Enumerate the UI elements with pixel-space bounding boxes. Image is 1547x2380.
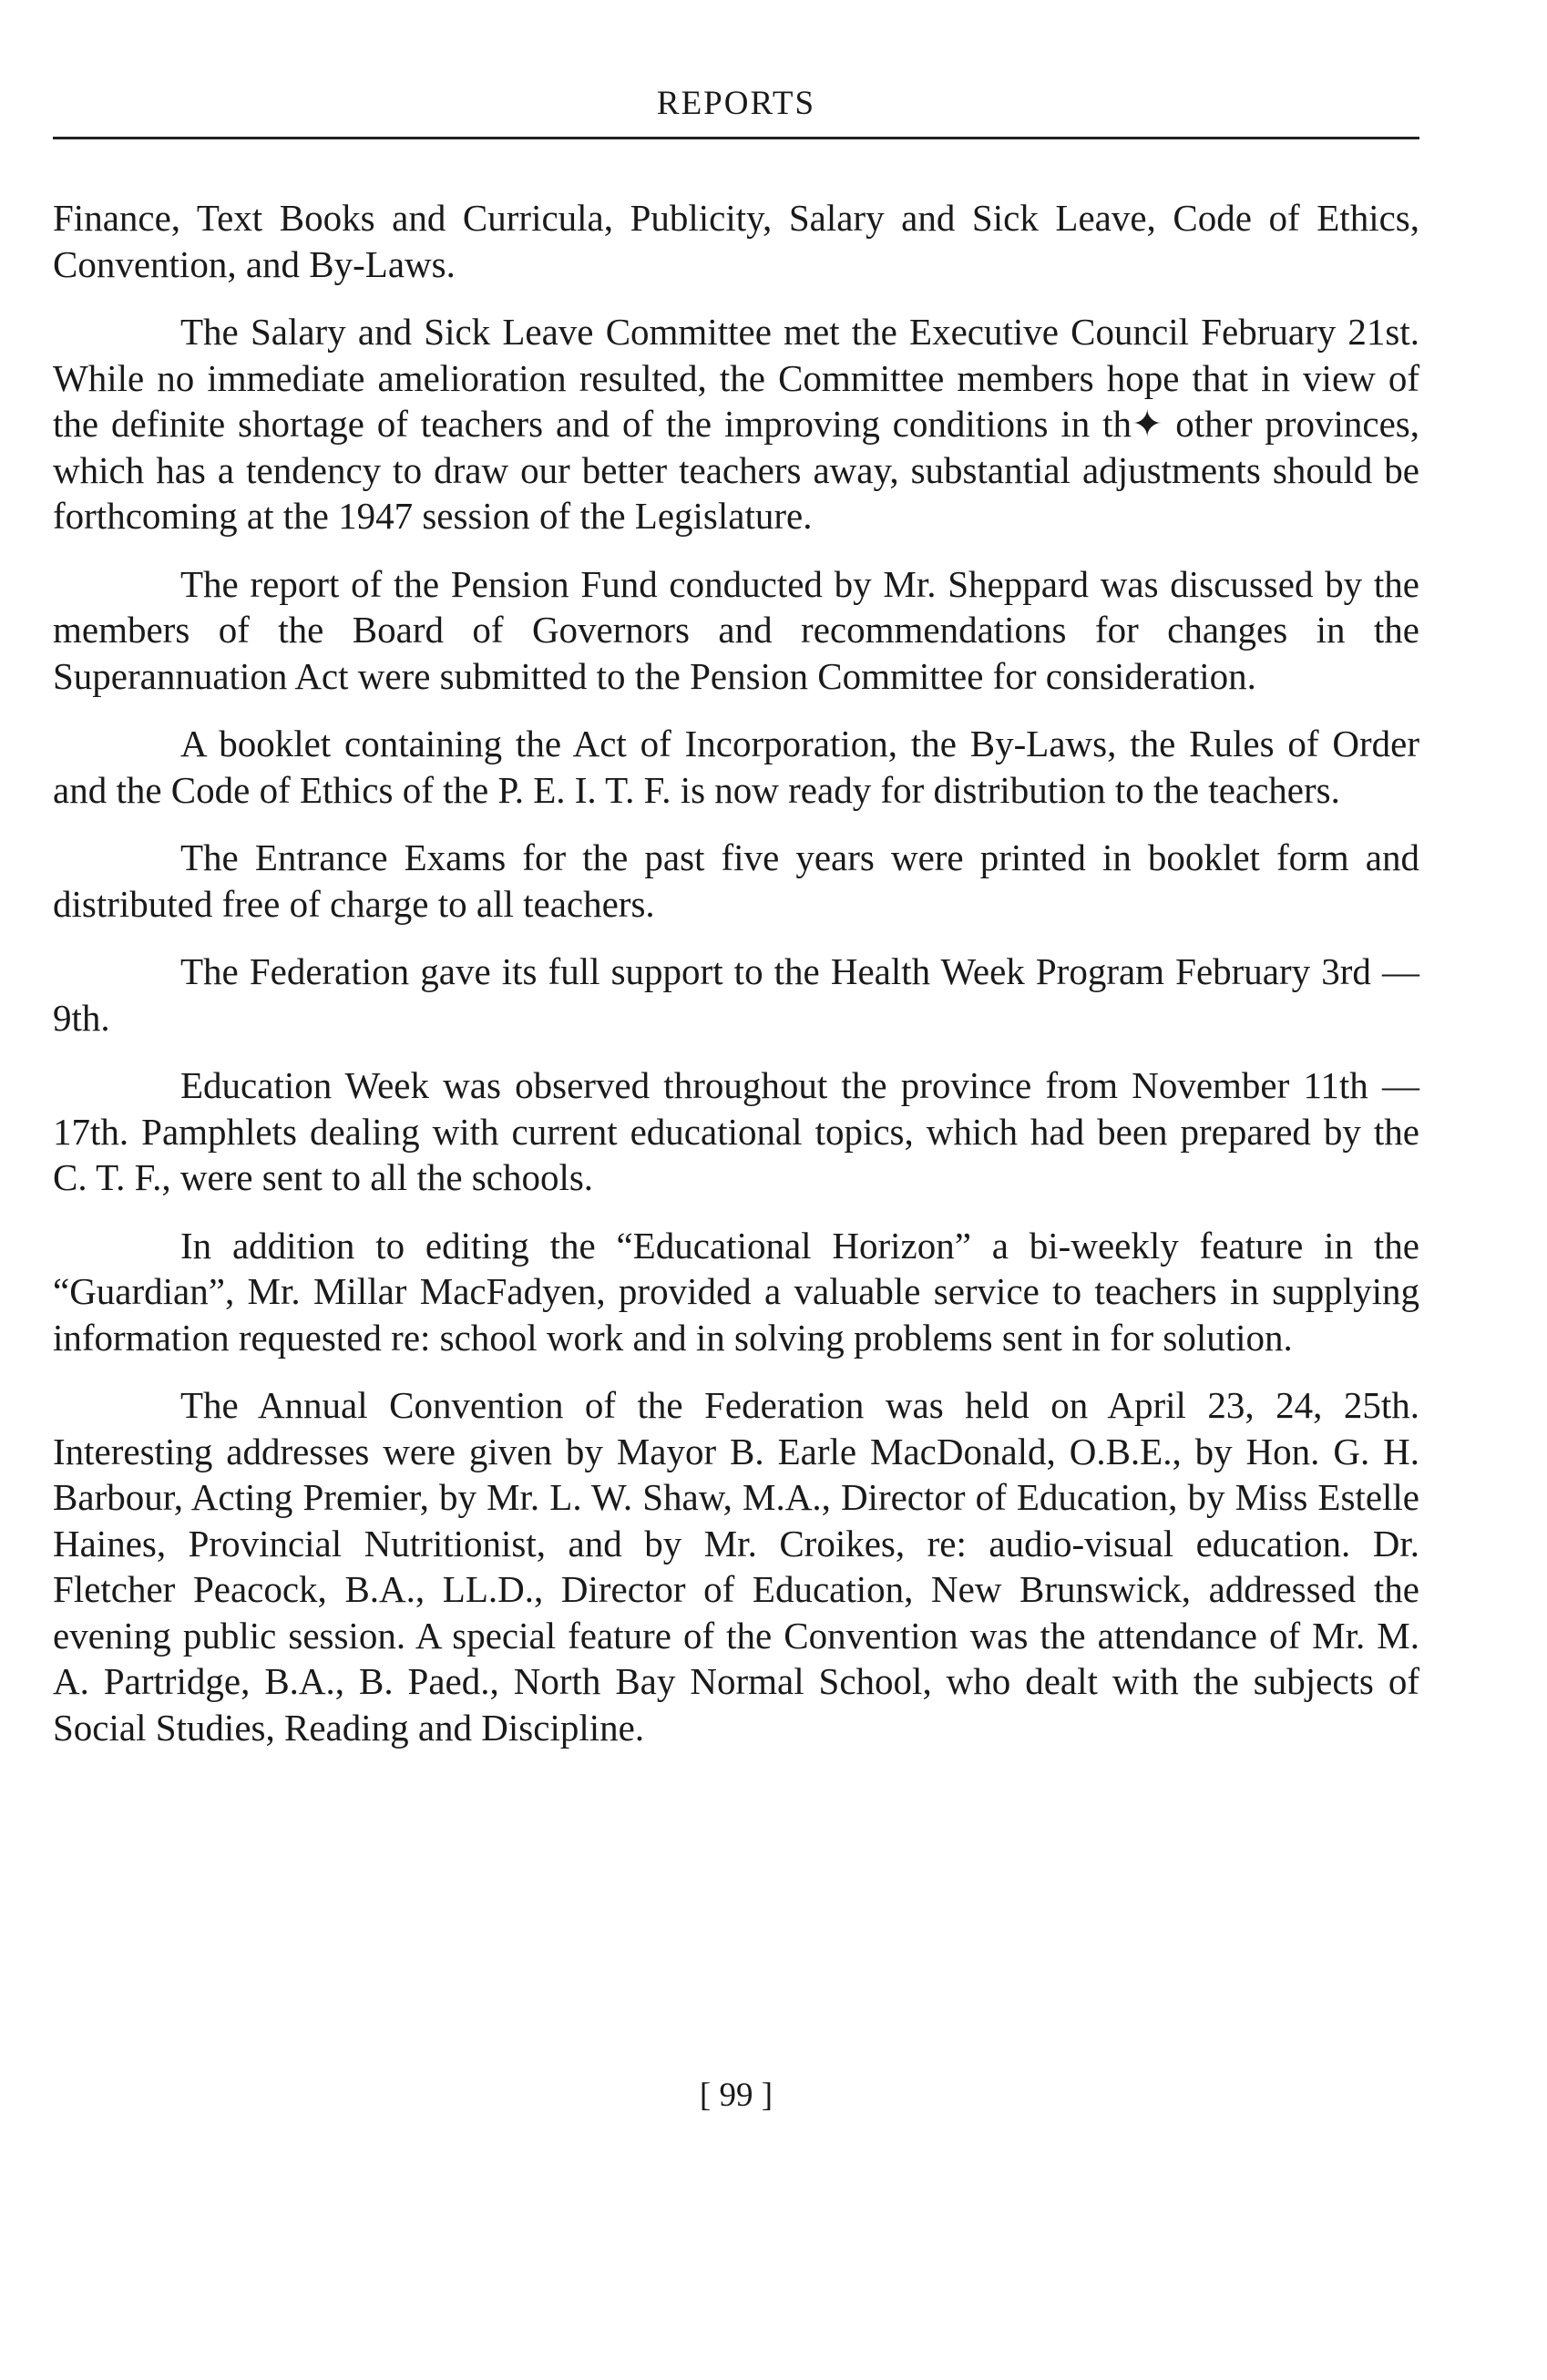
body-text — [53, 195, 1419, 1772]
page-number: [ 99 ] — [699, 2077, 774, 2114]
paragraph-entrance-exams: The Entrance Exams for the past five years were printed in booklet form and distributed free of charge to all teachers. — [53, 836, 1419, 925]
header-rule — [53, 137, 1419, 139]
running-head: REPORTS — [656, 85, 816, 122]
paragraph-annual-convention: The Annual Convention of the Federation was held on April 23, 24, 25th. Interesting addresses were given by Mayor B. Earle MacDonald, O.B.E., by Hon. G. H. Barbour, Acting Premier, by Mr. L. W. Shaw, M.A., Director of Education, by Miss Estelle Haines, Provincial Nutritionist, and by Mr. Croikes, re: audio-visual education. Dr. Fletcher Peacock, B.A., LL.D., Director of Education, New Brunswick, addressed the evening public session. A special feature of the Convention was the attendance of Mr. M. A. Partridge, B.A., B. Paed., North Bay Normal School, who dealt with the subjects of Social Studies, Reading and Discipline. — [53, 1384, 1419, 1749]
paragraph-salary-sick-leave: The Salary and Sick Leave Committee met the Executive Council February 21st. While no immediate amelioration resulted, the Committee members hope that in view of the definite shortage of teachers and of the improving conditions in th✦ other provinces, which has a tendency to draw our better teachers away, substantial adjustments should be forthcoming at the 1947 session of the Legislature. — [53, 311, 1419, 537]
paragraph-committees-continued: Finance, Text Books and Curricula, Publicity, Salary and Sick Leave, Code of Ethics, Convention, and By-Laws. — [53, 197, 1419, 285]
document-page — [53, 0, 1419, 2380]
paragraph-educational-horizon: In addition to editing the “Educational Horizon” a bi-weekly feature in the “Guardian”, Mr. Millar MacFadyen, provided a valuable service to teachers in supplying information requested re: school work and in solving problems sent in for solution. — [53, 1224, 1419, 1359]
paragraph-pension-fund: The report of the Pension Fund conducted by Mr. Sheppard was discussed by the members of the Board of Governors and recommendations for changes in the Superannuation Act were submitted to the Pension Committee for consideration. — [53, 562, 1419, 697]
paragraph-booklet: A booklet containing the Act of Incorporation, the By-Laws, the Rules of Order and the Code of Ethics of the P. E. I. T. F. is now ready for distribution to the teachers. — [53, 723, 1419, 811]
paragraph-education-week: Education Week was observed throughout the province from November 11th — 17th. Pamphlets dealing with current educational topics, which had been prepared by the C. T. F., were sent to all the schools. — [53, 1064, 1419, 1198]
paragraph-health-week: The Federation gave its full support to the Health Week Program February 3rd — 9th. — [53, 950, 1419, 1039]
